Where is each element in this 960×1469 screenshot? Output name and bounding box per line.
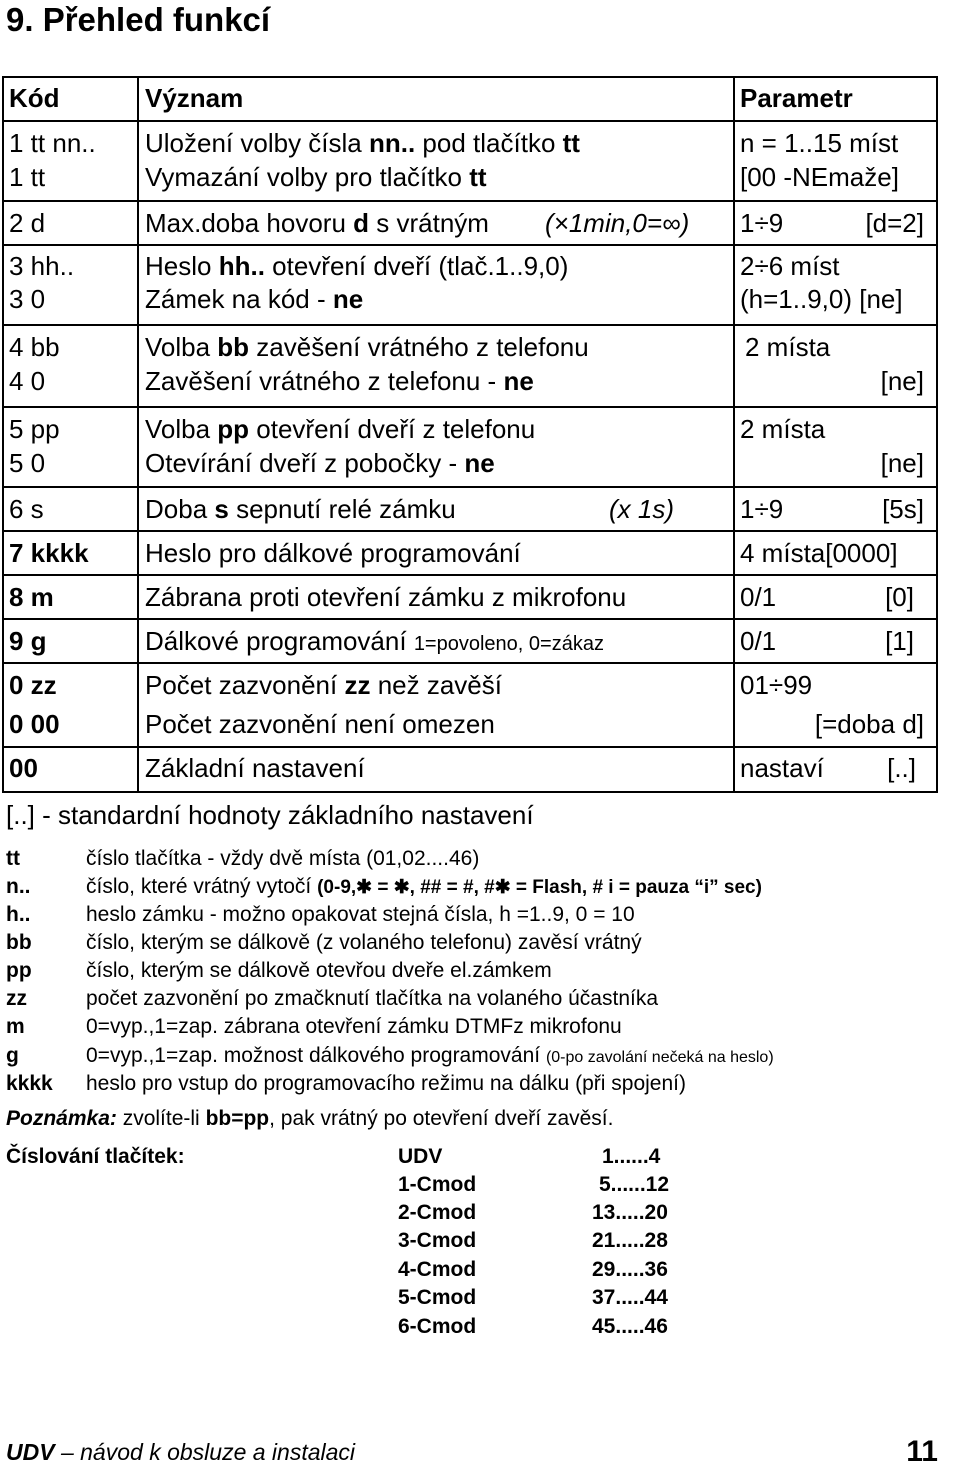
table-row [4, 246, 936, 326]
module-range: 21.....28 [592, 1229, 668, 1252]
defaults-note: [..] - standardní hodnoty základního nastavení [6, 800, 534, 830]
page-title: 9. Přehled funkcí [6, 1, 271, 38]
row-meaning: Heslo hh.. otevření dveří (tlač.1..9,0) [145, 251, 569, 281]
row-param: 2 místa [745, 332, 831, 362]
row-param: n = 1..15 míst [740, 128, 899, 158]
row-code: 1 tt nn.. [9, 128, 96, 158]
row-code: 0 zz [9, 670, 57, 700]
row-meaning: Dálkové programování 1=povoleno, 0=zákaz [145, 626, 604, 656]
row-meaning: Uložení volby čísla nn.. pod tlačítko tt [145, 128, 580, 158]
module-name: UDV [398, 1145, 443, 1168]
legend-abbr: kkkk [6, 1072, 53, 1095]
module-name: 3-Cmod [398, 1229, 477, 1252]
note: Poznámka: zvolíte-li bb=pp, pak vrátný po otevření dveří zavěsí. [6, 1107, 614, 1130]
row-param: 4 místa[0000] [740, 538, 898, 568]
row-code: 0 00 [9, 709, 60, 739]
legend-abbr: zz [6, 987, 27, 1010]
legend-abbr: n.. [6, 875, 31, 898]
module-range: 29.....36 [592, 1258, 668, 1281]
button-numbering-label: Číslování tlačítek: [6, 1145, 185, 1168]
row-meaning: Heslo pro dálkové programování [145, 538, 521, 568]
legend-abbr: pp [6, 959, 32, 982]
legend-abbr: g [6, 1044, 19, 1067]
row-param: [ne] [880, 366, 924, 396]
legend-desc: číslo tlačítka - vždy dvě místa (01,02....46) [86, 847, 480, 870]
row-meaning: Základní nastavení [145, 753, 365, 783]
row-code: 2 d [9, 208, 46, 238]
row-meaning: Zábrana proti otevření zámku z mikrofonu [145, 582, 627, 612]
header-param: Parametr [740, 83, 853, 113]
row-param: [ne] [880, 448, 924, 478]
row-param: [=doba d] [814, 709, 924, 739]
row-meaning-unit: (x 1s) [609, 494, 674, 524]
header-code: Kód [9, 83, 60, 113]
row-meaning: Otevírání dveří z pobočky - ne [145, 448, 495, 478]
row-meaning: Doba s sepnutí relé zámku [145, 494, 456, 524]
legend-desc: heslo zámku - možno opakovat stejná čísla, h =1..9, 0 = 10 [86, 903, 635, 926]
row-param: 1÷9 [740, 208, 784, 238]
module-name: 5-Cmod [398, 1286, 477, 1309]
row-code: 9 g [9, 626, 47, 656]
table-row [4, 620, 936, 664]
legend-abbr: bb [6, 931, 32, 954]
table-row [4, 748, 936, 791]
row-code: 6 s [9, 494, 44, 524]
row-meaning: Volba bb zavěšení vrátného z telefonu [145, 332, 589, 362]
legend-desc: 0=vyp.,1=zap. možnost dálkového programování (0-po zavolání nečeká na heslo) [86, 1044, 774, 1067]
module-name: 1-Cmod [398, 1173, 477, 1196]
table-row [4, 664, 936, 748]
row-param: [d=2] [865, 208, 924, 238]
row-meaning: Volba pp otevření dveří z telefonu [145, 414, 536, 444]
row-meaning: Počet zazvonění zz než zavěší [145, 670, 502, 700]
row-code: 1 tt [9, 162, 46, 192]
module-name: 2-Cmod [398, 1201, 477, 1224]
table-row [4, 576, 936, 620]
row-param: [5s] [882, 494, 924, 524]
row-code: 3 0 [9, 284, 46, 314]
module-range: 37.....44 [592, 1286, 668, 1309]
row-code: 00 [9, 753, 38, 783]
row-code: 5 0 [9, 448, 46, 478]
footer-title: UDV – návod k obsluze a instalaci [6, 1439, 356, 1465]
row-param: [..] [887, 753, 916, 783]
row-code: 4 0 [9, 366, 46, 396]
module-range: 1......4 [602, 1145, 661, 1168]
row-meaning: Vymazání volby pro tlačítko tt [145, 162, 487, 192]
header-meaning: Význam [145, 83, 244, 113]
table-row [4, 122, 936, 202]
row-param: nastaví [740, 753, 824, 783]
row-meaning-unit: (×1min,0=∞) [545, 208, 690, 238]
module-range: 13.....20 [592, 1201, 668, 1224]
table-row [4, 488, 936, 532]
table-row [4, 408, 936, 488]
row-code: 5 pp [9, 414, 60, 444]
row-param: 0/1 [740, 626, 777, 656]
module-range: 45.....46 [592, 1315, 668, 1338]
row-code: 3 hh.. [9, 251, 75, 281]
table-row [4, 326, 936, 408]
row-meaning: Max.doba hovoru d s vrátným [145, 208, 489, 238]
row-param: 1÷9 [740, 494, 784, 524]
row-code: 4 bb [9, 332, 60, 362]
legend-abbr: h.. [6, 903, 31, 926]
module-range: 5......12 [599, 1173, 670, 1196]
row-param: [0] [885, 582, 914, 612]
row-param: 2 místa [740, 414, 826, 444]
row-meaning: Zavěšení vrátného z telefonu - ne [145, 366, 534, 396]
page-number: 11 [906, 1435, 938, 1468]
row-param: (h=1..9,0) [ne] [740, 284, 903, 314]
row-param: [1] [885, 626, 914, 656]
legend-desc: heslo pro vstup do programovacího režimu na dálku (při spojení) [86, 1072, 686, 1095]
legend-desc: počet zazvonění po zmačknutí tlačítka na volaného účastníka [86, 987, 659, 1010]
table-row [4, 532, 936, 576]
table-header-row [4, 78, 936, 122]
row-meaning: Počet zazvonění není omezen [145, 709, 495, 739]
row-param: [00 -NEmaže] [740, 162, 899, 192]
table-row [4, 202, 936, 246]
legend-desc: číslo, kterým se dálkově (z volaného telefonu) zavěsí vrátný [86, 931, 642, 954]
row-code: 8 m [9, 582, 54, 612]
legend-desc: 0=vyp.,1=zap. zábrana otevření zámku DTMFz mikrofonu [86, 1015, 622, 1038]
row-param: 01÷99 [740, 670, 813, 700]
legend-abbr: m [6, 1015, 25, 1038]
legend-desc: číslo, kterým se dálkově otevřou dveře el.zámkem [86, 959, 552, 982]
legend-desc: číslo, které vrátný vytočí (0-9,✱ = ✱, ## = #, #✱ = Flash, # i = pauza “i” sec) [86, 875, 762, 898]
row-param: 0/1 [740, 582, 777, 612]
legend-abbr: tt [6, 847, 20, 870]
function-table [2, 76, 938, 793]
module-name: 4-Cmod [398, 1258, 477, 1281]
module-name: 6-Cmod [398, 1315, 477, 1338]
row-meaning: Zámek na kód - ne [145, 284, 364, 314]
row-code: 7 kkkk [9, 538, 89, 568]
row-param: 2÷6 míst [740, 251, 840, 281]
